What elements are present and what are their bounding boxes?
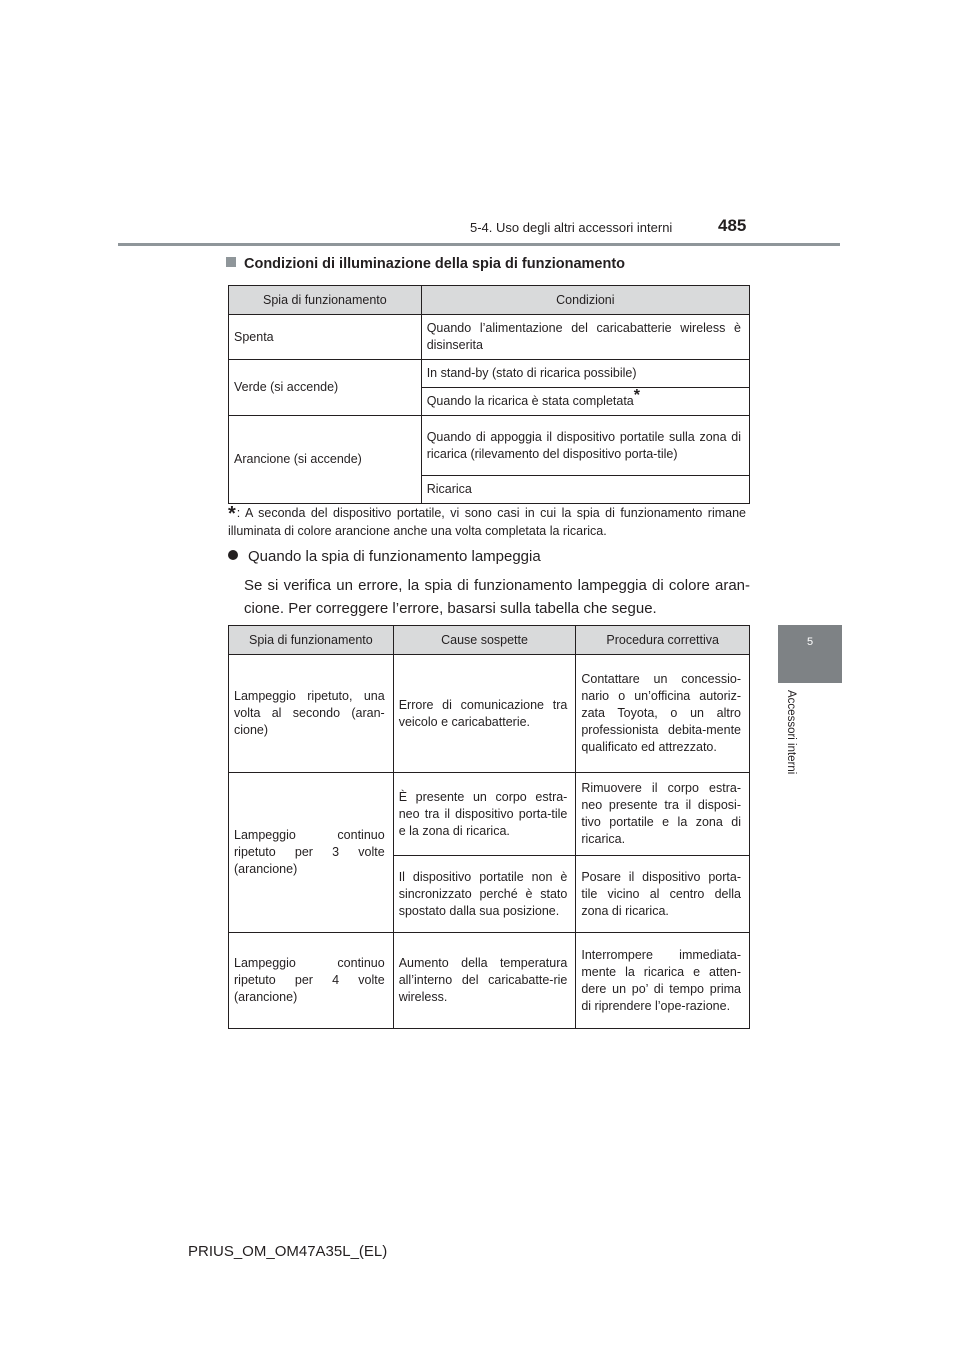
table-header-cell: Spia di funzionamento bbox=[229, 626, 394, 655]
bullet-heading-text: Quando la spia di funzionamento lampeggia bbox=[248, 548, 541, 565]
bullet-heading bbox=[228, 548, 541, 565]
subheading bbox=[226, 256, 625, 272]
table-cell: Lampeggio ripetuto, una volta al secondo (aran-cione) bbox=[229, 655, 394, 773]
footnote-text: : A seconda del dispositivo portatile, vi sono casi in cui la spia di funzionamento rimane illuminata di colore arancione anche una volta completata la ricarica. bbox=[228, 506, 746, 538]
table-header-row bbox=[229, 626, 750, 655]
table-row bbox=[229, 360, 750, 388]
table-cell: Lampeggio continuo ripetuto per 4 volte (arancione) bbox=[229, 933, 394, 1029]
table-cell: Ricarica bbox=[421, 476, 749, 504]
chapter-tab-number: 5 bbox=[806, 636, 814, 648]
table-cell: Rimuovere il corpo estra-neo presente tra il disposi-tivo portatile e la zona di ricarica. bbox=[576, 773, 750, 856]
table-header-cell: Cause sospette bbox=[393, 626, 576, 655]
table-cell: In stand-by (stato di ricarica possibile) bbox=[421, 360, 749, 388]
table-row bbox=[229, 655, 750, 773]
footnote bbox=[228, 505, 746, 540]
table-row bbox=[229, 315, 750, 360]
table-row bbox=[229, 933, 750, 1029]
footnote-asterisk: * bbox=[633, 386, 640, 404]
table-cell: Verde (si accende) bbox=[229, 360, 422, 416]
chapter-tab bbox=[778, 625, 842, 683]
page-number: 485 bbox=[718, 216, 747, 235]
table-cell: Il dispositivo portatile non è sincronizzato perché è stato spostato dalla sua posizione. bbox=[393, 856, 576, 933]
table-header-cell: Procedura correttiva bbox=[576, 626, 750, 655]
table-cell: Interrompere immediata-mente la ricarica e atten-dere un po’ di tempo prima di riprendere l’ope-razione. bbox=[576, 933, 750, 1029]
table-row bbox=[229, 416, 750, 476]
table-cell: Lampeggio continuo ripetuto per 3 volte (arancione) bbox=[229, 773, 394, 933]
subheading-text: Condizioni di illuminazione della spia di funzionamento bbox=[244, 256, 626, 272]
table-header-cell: Condizioni bbox=[421, 286, 749, 315]
table-cell bbox=[421, 388, 749, 416]
table-cell: Quando di appoggia il dispositivo portatile sulla zona di ricarica (rilevamento del dispositivo porta-tile) bbox=[421, 416, 749, 476]
table-cell: Arancione (si accende) bbox=[229, 416, 422, 504]
indicator-conditions-table bbox=[228, 285, 750, 504]
header-rule bbox=[118, 243, 840, 246]
table-cell: Contattare un concessio-nario o un’officina autoriz-zata Toyota, o un altro professionista debita-mente qualificato ed attrezzato. bbox=[576, 655, 750, 773]
table-cell: Errore di comunicazione tra veicolo e caricabatterie. bbox=[393, 655, 576, 773]
table-cell: Quando l’alimentazione del caricabatterie wireless è disinserita bbox=[421, 315, 749, 360]
table-header-row bbox=[229, 286, 750, 315]
troubleshooting-table bbox=[228, 625, 750, 1029]
chapter-tab-label: Accessori interni bbox=[785, 690, 797, 775]
table-cell: Spenta bbox=[229, 315, 422, 360]
square-bullet-icon bbox=[226, 257, 236, 267]
table-cell: Posare il dispositivo porta-tile vicino al centro della zona di ricarica. bbox=[576, 856, 750, 933]
condition-text: Quando la ricarica è stata completata bbox=[426, 394, 634, 408]
header-section-title: 5-4. Uso degli altri accessori interni bbox=[470, 220, 673, 235]
table-header-cell: Spia di funzionamento bbox=[229, 286, 422, 315]
table-cell: È presente un corpo estra-neo tra il dispositivo porta-tile e la zona di ricarica. bbox=[393, 773, 576, 856]
footnote-marker: * bbox=[228, 503, 236, 525]
document-code-footer: PRIUS_OM_OM47A35L_(EL) bbox=[188, 1243, 388, 1260]
round-bullet-icon bbox=[228, 550, 238, 560]
table-row bbox=[229, 773, 750, 856]
table-cell: Aumento della temperatura all’interno del caricabatte-rie wireless. bbox=[393, 933, 576, 1029]
body-paragraph: Se si verifica un errore, la spia di funzionamento lampeggia di colore aran-cione. Per correggere l’errore, basarsi sulla tabella che segue. bbox=[244, 577, 750, 617]
